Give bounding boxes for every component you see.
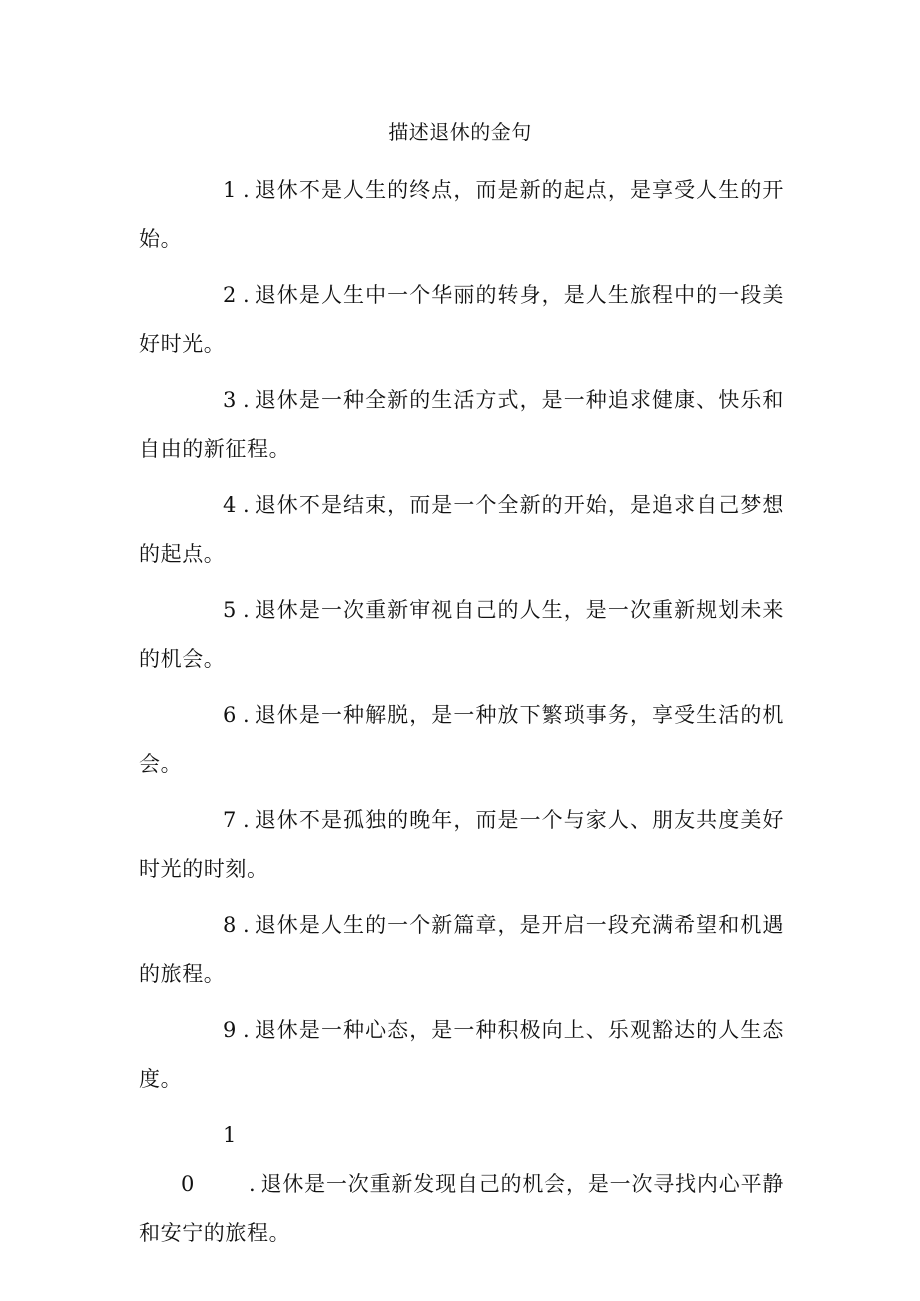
item-text: 退休是一种心态，是一种积极向上、乐观豁达的人生态度。 — [139, 1018, 784, 1091]
list-item: 9 . 退休是一种心态，是一种积极向上、乐观豁达的人生态度。 — [139, 1006, 784, 1104]
item-number: 5 — [223, 598, 237, 622]
list-item: 3 . 退休是一种全新的生活方式，是一种追求健康、快乐和自由的新征程。 — [139, 376, 784, 474]
list-item: 2 . 退休是人生中一个华丽的转身，是人生旅程中的一段美好时光。 — [139, 271, 784, 369]
document-title: 描述退休的金句 — [388, 120, 532, 144]
item-text: 退休是一种全新的生活方式，是一种追求健康、快乐和自由的新征程。 — [139, 388, 784, 461]
item-number: 8 — [223, 913, 237, 937]
item-text: 退休不是结束，而是一个全新的开始，是追求自己梦想的起点。 — [139, 493, 784, 566]
quote-list — [139, 166, 784, 1265]
item-text: 退休是一次重新审视自己的人生，是一次重新规划未来的机会。 — [139, 598, 784, 671]
item-text: 退休是一种解脱，是一种放下繁琐事务，享受生活的机会。 — [139, 703, 784, 776]
item-number: 4 — [223, 493, 237, 517]
item-number: 10 — [181, 1123, 237, 1196]
item-number: 9 — [223, 1018, 237, 1042]
list-item: 4 . 退休不是结束，而是一个全新的开始，是追求自己梦想的起点。 — [139, 481, 784, 579]
list-item: 8 . 退休是人生的一个新篇章，是开启一段充满希望和机遇的旅程。 — [139, 901, 784, 999]
item-text: 退休是人生的一个新篇章，是开启一段充满希望和机遇的旅程。 — [139, 913, 784, 986]
item-number: 1 — [223, 178, 237, 202]
item-number: 2 — [223, 283, 237, 307]
item-text: 退休是人生中一个华丽的转身，是人生旅程中的一段美好时光。 — [139, 283, 784, 356]
item-number: 3 — [223, 388, 237, 412]
item-text: 退休不是人生的终点，而是新的起点，是享受人生的开始。 — [139, 178, 784, 251]
item-text: 退休不是孤独的晚年，而是一个与家人、朋友共度美好时光的时刻。 — [139, 808, 784, 881]
item-text: 退休是一次重新发现自己的机会，是一次寻找内心平静和安宁的旅程。 — [139, 1172, 784, 1245]
list-item: 1 . 退休不是人生的终点，而是新的起点，是享受人生的开始。 — [139, 166, 784, 264]
list-item: 7 . 退休不是孤独的晚年，而是一个与家人、朋友共度美好时光的时刻。 — [139, 796, 784, 894]
list-item: 10 . 退休是一次重新发现自己的机会，是一次寻找内心平静和安宁的旅程。 — [139, 1111, 784, 1258]
list-item: 5 . 退休是一次重新审视自己的人生，是一次重新规划未来的机会。 — [139, 586, 784, 684]
item-number: 6 — [223, 703, 237, 727]
list-item: 6 . 退休是一种解脱，是一种放下繁琐事务，享受生活的机会。 — [139, 691, 784, 789]
item-number: 7 — [223, 808, 237, 832]
